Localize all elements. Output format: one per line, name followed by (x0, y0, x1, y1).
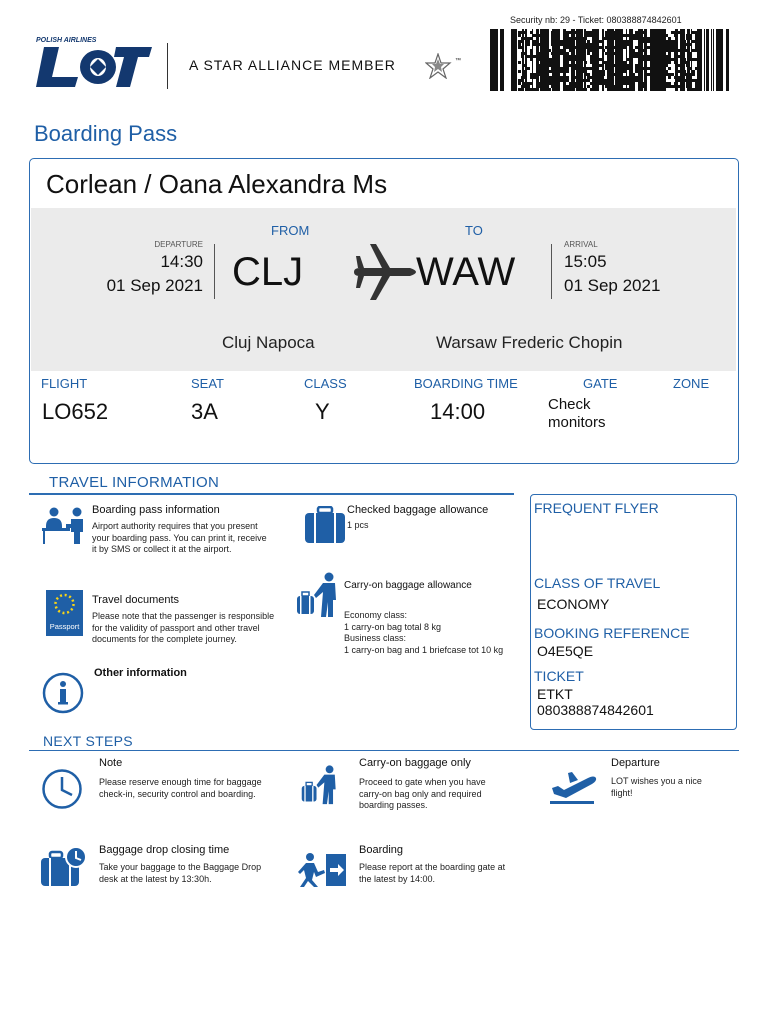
boarding-time-value: 14:00 (430, 399, 486, 424)
from-code: CLJ (232, 250, 304, 294)
barcode-icon (490, 29, 730, 91)
flight-label: FLIGHT (41, 376, 88, 391)
suitcase-icon (304, 506, 346, 544)
from-label: FROM (271, 223, 310, 238)
arrival-label: ARRIVAL (564, 240, 598, 249)
booking-reference-value: O4E5QE (537, 643, 594, 659)
next-steps-title: NEXT STEPS (43, 733, 133, 749)
page-title: Boarding Pass (34, 121, 178, 146)
alliance-text: A STAR ALLIANCE MEMBER (189, 57, 396, 73)
lot-logo (34, 45, 152, 87)
passenger-name: Corlean / Oana Alexandra Ms (46, 169, 388, 199)
arrival-time: 15:05 (564, 252, 607, 271)
departure-title: Departure (611, 757, 660, 769)
clock-icon (41, 768, 83, 810)
ticket-label: TICKET (534, 668, 584, 684)
travel-docs-text: Please note that the passenger is responsible for the validity of passport and other travel documents for the complete journey. (92, 611, 275, 644)
gate-label: GATE (583, 376, 618, 391)
next-steps-rule (29, 750, 739, 751)
frequent-flyer-label: FREQUENT FLYER (534, 500, 659, 516)
carry-only-text: Proceed to gate when you have carry-on bag only and required boarding passes. (359, 777, 486, 810)
security-line: Security nb: 29 - Ticket: 080388874842601 (510, 15, 682, 25)
to-code: WAW (416, 250, 516, 294)
class-label: CLASS (304, 376, 347, 391)
other-info-title: Other information (94, 667, 187, 679)
class-value: Y (315, 399, 330, 424)
boarding-time-label: BOARDING TIME (414, 376, 518, 391)
departure-text: LOT wishes you a nice flight! (611, 776, 702, 798)
baggage-clock-icon (40, 846, 88, 888)
class-of-travel-value: ECONOMY (537, 596, 610, 612)
note-text: Please reserve enough time for baggage check-in, security control and boarding. (99, 777, 262, 799)
person-bag-icon (294, 572, 342, 618)
passport-icon (46, 590, 83, 636)
baggage-drop-text: Take your baggage to the Baggage Drop desk at the latest by 13:30h. (99, 862, 262, 884)
from-city: Cluj Napoca (222, 333, 315, 352)
class-of-travel-label: CLASS OF TRAVEL (534, 575, 661, 591)
carry-on-text: Economy class: 1 carry-on bag total 8 kg Business class: 1 carry-on bag and 1 briefcase tot 10 kg (344, 610, 504, 655)
carry-on-title: Carry-on baggage allowance (344, 580, 472, 591)
to-label: TO (465, 223, 483, 238)
person-bag-icon (296, 765, 344, 805)
arrival-block (564, 240, 684, 296)
departure-divider (214, 244, 215, 299)
note-title: Note (99, 757, 123, 769)
arrival-divider (551, 244, 552, 299)
gate-line-2: monitors (548, 414, 606, 431)
carry-only-title: Carry-on baggage only (359, 757, 471, 769)
header-divider (167, 43, 168, 89)
checked-baggage-title: Checked baggage allowance (347, 504, 489, 516)
boarding-text: Please report at the boarding gate at the latest by 14:00. (359, 862, 506, 884)
departure-date: 01 Sep 2021 (106, 276, 203, 295)
departure-time: 14:30 (160, 252, 203, 271)
ticket-type: ETKT (537, 686, 573, 702)
zone-label: ZONE (673, 376, 710, 391)
boarding-title: Boarding (359, 844, 404, 856)
plane-takeoff-icon (548, 770, 598, 806)
airplane-icon (352, 242, 416, 302)
travel-docs-title: Travel documents (92, 594, 180, 606)
ticket-number: 080388874842601 (537, 702, 654, 718)
boarding-info-title: Boarding pass information (92, 504, 220, 516)
booking-reference-label: BOOKING REFERENCE (534, 625, 690, 641)
departure-label: DEPARTURE (154, 240, 203, 249)
checked-baggage-text: 1 pcs (347, 520, 369, 530)
boarding-gate-icon (298, 852, 348, 888)
airline-tag: POLISH AIRLINES (36, 37, 97, 44)
departure-block (100, 240, 203, 296)
gate-value (548, 396, 606, 432)
tm-mark: ™ (455, 58, 461, 64)
seat-value: 3A (191, 399, 218, 424)
travel-info-rule (29, 493, 514, 495)
seat-label: SEAT (191, 376, 224, 391)
arrival-date: 01 Sep 2021 (564, 276, 661, 295)
boarding-info-text: Airport authority requires that you present your boarding pass. You can print it, receive it by SMS or collect it at the airport. (92, 521, 267, 554)
passport-label: Passport (49, 622, 80, 631)
travel-info-title: TRAVEL INFORMATION (49, 474, 220, 491)
gate-line-1: Check (548, 396, 591, 413)
to-city: Warsaw Frederic Chopin (436, 333, 623, 352)
flight-number: LO652 (42, 399, 109, 424)
agent-icon (40, 506, 86, 546)
info-icon (42, 672, 84, 714)
star-alliance-icon (425, 53, 455, 79)
baggage-drop-title: Baggage drop closing time (99, 844, 230, 856)
